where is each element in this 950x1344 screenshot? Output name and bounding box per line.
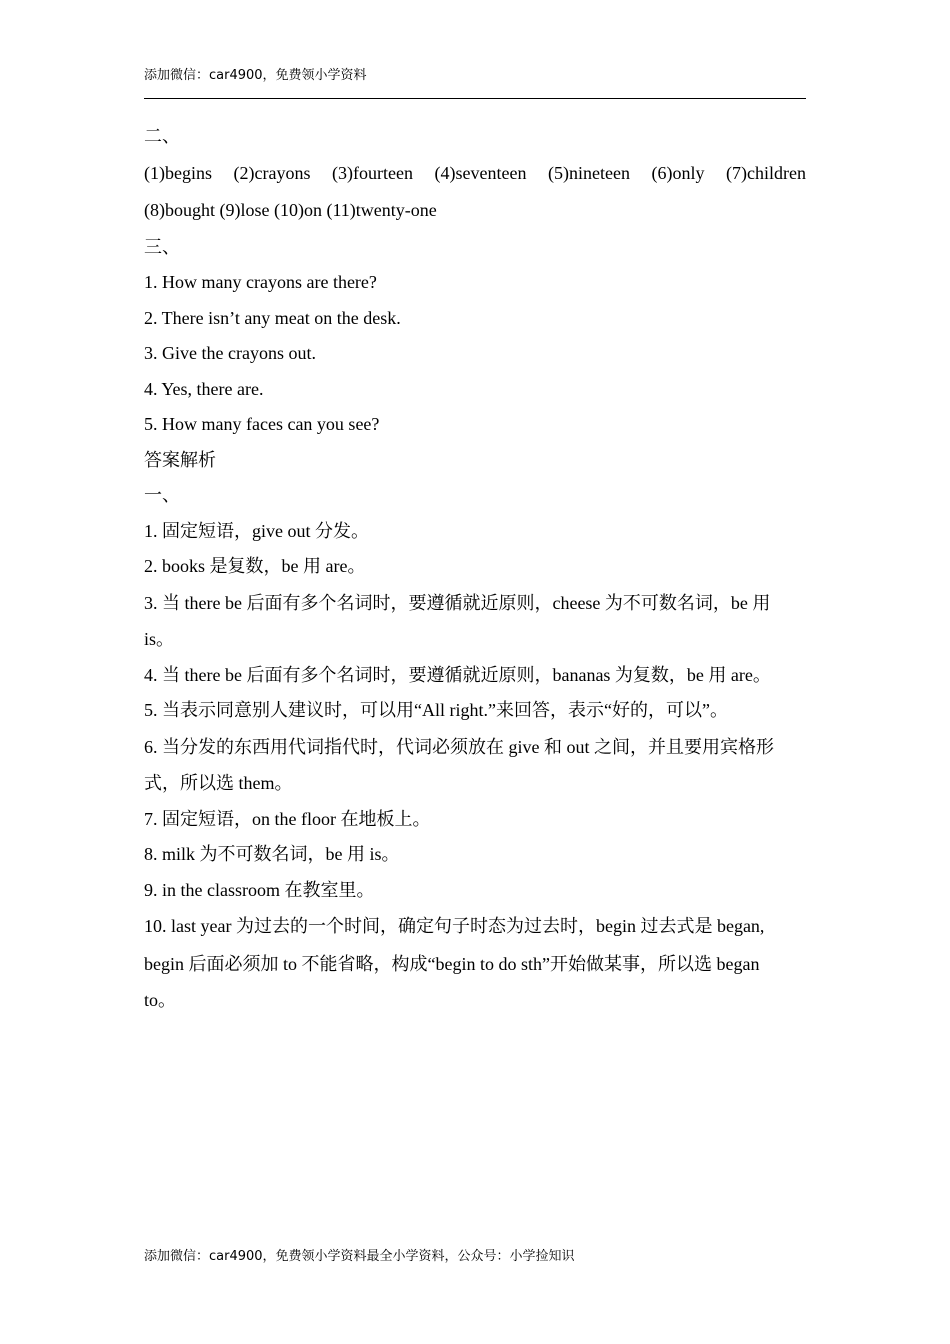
analysis-section-1-heading: 一、 [144,485,180,505]
section-2-answers-row-1 [144,155,806,193]
section-3-item: 3. Give the crayons out. [144,343,316,363]
section-3-item: 2. There isn’t any meat on the desk. [144,307,401,328]
section-3-item: 1. How many crayons are there? [144,272,377,292]
analysis-line: 4. 当 there be 后面有多个名词时，要遵循就近原则，bananas 为复数，be 用 are。 [144,664,771,685]
section-3-item: 4. Yes, there are. [144,378,264,399]
analysis-line: 5. 当表示同意别人建议时，可以用“All right.”来回答，表示“好的，可以”。 [144,700,728,720]
page-header: 添加微信：car4900，免费领小学资料 [144,68,367,83]
analysis-line: 3. 当 there be 后面有多个名词时，要遵循就近原则，cheese 为不可数名词，be 用 [144,592,771,613]
header-divider [144,98,806,99]
analysis-title: 答案解析 [144,449,216,470]
analysis-line: 7. 固定短语，on the floor 在地板上。 [144,808,431,829]
answer-item: (7)children [726,162,806,183]
analysis-line: begin 后面必须加 to 不能省略，构成“begin to do sth”开始做某事，所以选 began [144,953,760,974]
analysis-line: 10. last year 为过去的一个时间，确定句子时态为过去时，begin 过去式是 began, [144,916,765,936]
analysis-line: 6. 当分发的东西用代词指代时，代词必须放在 give 和 out 之间，并且要用宾格形 [144,736,774,757]
section-3-heading: 三、 [144,236,180,257]
section-2-answers-row-2: (8)bought (9)lose (10)on (11)twenty-one [144,200,437,220]
answer-item: (1)begins [144,162,212,183]
answer-item: (2)crayons [233,162,311,183]
analysis-line: to。 [144,990,177,1010]
answer-item: (5)nineteen [548,162,630,183]
page-content [144,119,806,1019]
analysis-line: 9. in the classroom 在教室里。 [144,879,375,900]
answer-item: (4)seventeen [434,162,527,183]
analysis-line: 1. 固定短语，give out 分发。 [144,520,369,541]
analysis-line: 2. books 是复数，be 用 are。 [144,556,366,576]
section-3-item: 5. How many faces can you see? [144,414,380,434]
answer-item: (3)fourteen [332,162,413,183]
analysis-line: is。 [144,629,175,649]
analysis-line: 8. milk 为不可数名词，be 用 is。 [144,844,400,864]
section-2-heading: 二、 [144,126,180,146]
analysis-line: 式，所以选 them。 [144,773,293,793]
answer-item: (6)only [651,162,705,183]
page-footer: 添加微信：car4900，免费领小学资料最全小学资料，公众号：小学捡知识 [144,1249,575,1264]
